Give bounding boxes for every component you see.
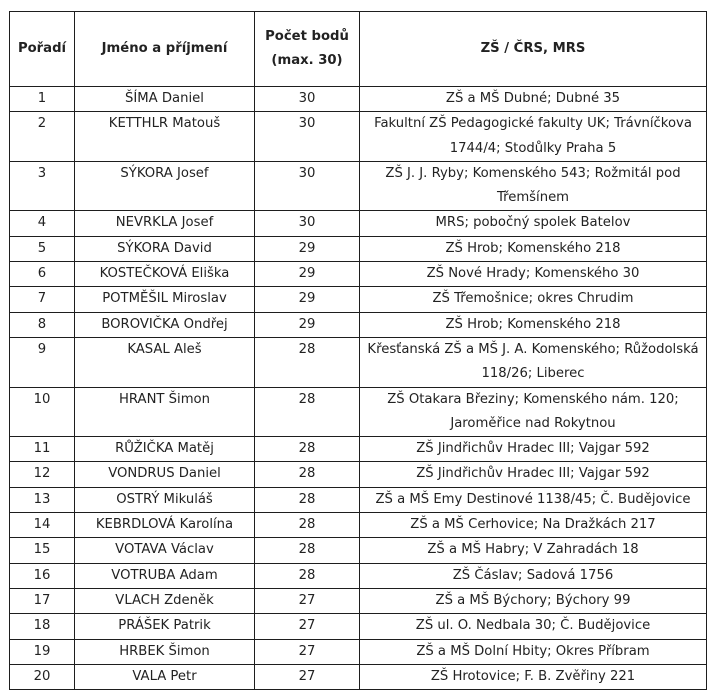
table-row — [10, 87, 707, 112]
cell-points: 28 — [255, 337, 360, 387]
header-points: Počet bodů (max. 30) — [255, 12, 360, 87]
table-row — [10, 337, 707, 387]
cell-rank: 5 — [10, 236, 75, 261]
table-row — [10, 462, 707, 487]
cell-rank: 20 — [10, 664, 75, 689]
cell-name: ŠÍMA Daniel — [75, 87, 255, 112]
table-row — [10, 211, 707, 236]
cell-name: OSTRÝ Mikuláš — [75, 487, 255, 512]
table-body — [10, 87, 707, 690]
table-row — [10, 161, 707, 211]
cell-points: 30 — [255, 112, 360, 162]
cell-points: 28 — [255, 487, 360, 512]
cell-name: KASAL Aleš — [75, 337, 255, 387]
cell-rank: 14 — [10, 513, 75, 538]
cell-rank: 4 — [10, 211, 75, 236]
cell-points: 30 — [255, 211, 360, 236]
cell-points: 27 — [255, 664, 360, 689]
table-row — [10, 588, 707, 613]
cell-school: ZŠ a MŠ Habry; V Zahradách 18 — [360, 538, 707, 563]
results-table — [9, 11, 707, 690]
cell-school: ZŠ Jindřichův Hradec III; Vajgar 592 — [360, 462, 707, 487]
cell-points: 28 — [255, 563, 360, 588]
cell-rank: 13 — [10, 487, 75, 512]
cell-rank: 18 — [10, 614, 75, 639]
cell-points: 27 — [255, 588, 360, 613]
table-row — [10, 387, 707, 437]
cell-name: SÝKORA David — [75, 236, 255, 261]
cell-rank: 3 — [10, 161, 75, 211]
cell-school: ZŠ a MŠ Býchory; Býchory 99 — [360, 588, 707, 613]
cell-name: SÝKORA Josef — [75, 161, 255, 211]
cell-name: BOROVIČKA Ondřej — [75, 312, 255, 337]
cell-school: Křesťanská ZŠ a MŠ J. A. Komenského; Růžodolská 118/26; Liberec — [360, 337, 707, 387]
cell-name: VOTAVA Václav — [75, 538, 255, 563]
cell-name: HRBEK Šimon — [75, 639, 255, 664]
cell-name: VOTRUBA Adam — [75, 563, 255, 588]
cell-points: 30 — [255, 161, 360, 211]
cell-name: KEBRDLOVÁ Karolína — [75, 513, 255, 538]
cell-rank: 10 — [10, 387, 75, 437]
cell-rank: 16 — [10, 563, 75, 588]
cell-school: ZŠ a MŠ Cerhovice; Na Dražkách 217 — [360, 513, 707, 538]
cell-school: ZŠ Hrob; Komenského 218 — [360, 236, 707, 261]
table-header — [10, 12, 707, 87]
table-row — [10, 614, 707, 639]
cell-rank: 15 — [10, 538, 75, 563]
cell-points: 29 — [255, 312, 360, 337]
table-row — [10, 236, 707, 261]
cell-school: ZŠ Otakara Březiny; Komenského nám. 120; Jaroměřice nad Rokytnou — [360, 387, 707, 437]
table-row — [10, 639, 707, 664]
table-row — [10, 312, 707, 337]
cell-name: VONDRUS Daniel — [75, 462, 255, 487]
table-row — [10, 513, 707, 538]
cell-points: 29 — [255, 287, 360, 312]
cell-rank: 6 — [10, 262, 75, 287]
cell-points: 29 — [255, 262, 360, 287]
cell-name: KOSTEČKOVÁ Eliška — [75, 262, 255, 287]
header-name: Jméno a příjmení — [75, 12, 255, 87]
cell-name: NEVRKLA Josef — [75, 211, 255, 236]
cell-school: ZŠ Jindřichův Hradec III; Vajgar 592 — [360, 437, 707, 462]
cell-school: ZŠ a MŠ Dolní Hbity; Okres Příbram — [360, 639, 707, 664]
cell-name: HRANT Šimon — [75, 387, 255, 437]
cell-points: 28 — [255, 437, 360, 462]
cell-points: 30 — [255, 87, 360, 112]
cell-points: 28 — [255, 538, 360, 563]
header-row — [10, 12, 707, 87]
table-row — [10, 487, 707, 512]
header-rank: Pořadí — [10, 12, 75, 87]
cell-rank: 1 — [10, 87, 75, 112]
cell-school: ZŠ a MŠ Emy Destinové 1138/45; Č. Budějovice — [360, 487, 707, 512]
cell-name: KETTHLR Matouš — [75, 112, 255, 162]
cell-school: ZŠ Nové Hrady; Komenského 30 — [360, 262, 707, 287]
table-row — [10, 262, 707, 287]
cell-rank: 19 — [10, 639, 75, 664]
cell-school: ZŠ a MŠ Dubné; Dubné 35 — [360, 87, 707, 112]
cell-name: VALA Petr — [75, 664, 255, 689]
cell-school: Fakultní ZŠ Pedagogické fakulty UK; Trávníčkova 1744/4; Stodůlky Praha 5 — [360, 112, 707, 162]
table-row — [10, 563, 707, 588]
cell-school: ZŠ Hrob; Komenského 218 — [360, 312, 707, 337]
table-row — [10, 538, 707, 563]
header-school: ZŠ / ČRS, MRS — [360, 12, 707, 87]
cell-school: ZŠ Čáslav; Sadová 1756 — [360, 563, 707, 588]
cell-points: 28 — [255, 387, 360, 437]
cell-school: ZŠ ul. O. Nedbala 30; Č. Budějovice — [360, 614, 707, 639]
table-row — [10, 437, 707, 462]
cell-name: POTMĚŠIL Miroslav — [75, 287, 255, 312]
cell-points: 27 — [255, 639, 360, 664]
cell-rank: 11 — [10, 437, 75, 462]
cell-school: MRS; pobočný spolek Batelov — [360, 211, 707, 236]
cell-points: 28 — [255, 462, 360, 487]
cell-rank: 9 — [10, 337, 75, 387]
cell-points: 29 — [255, 236, 360, 261]
cell-school: ZŠ J. J. Ryby; Komenského 543; Rožmitál pod Třemšínem — [360, 161, 707, 211]
table-row — [10, 287, 707, 312]
table-row — [10, 664, 707, 689]
cell-points: 28 — [255, 513, 360, 538]
cell-name: VLACH Zdeněk — [75, 588, 255, 613]
table-row — [10, 112, 707, 162]
cell-points: 27 — [255, 614, 360, 639]
cell-rank: 2 — [10, 112, 75, 162]
cell-rank: 7 — [10, 287, 75, 312]
cell-school: ZŠ Třemošnice; okres Chrudim — [360, 287, 707, 312]
cell-rank: 8 — [10, 312, 75, 337]
cell-name: RŮŽIČKA Matěj — [75, 437, 255, 462]
cell-rank: 17 — [10, 588, 75, 613]
cell-name: PRÁŠEK Patrik — [75, 614, 255, 639]
cell-rank: 12 — [10, 462, 75, 487]
cell-school: ZŠ Hrotovice; F. B. Zvěřiny 221 — [360, 664, 707, 689]
